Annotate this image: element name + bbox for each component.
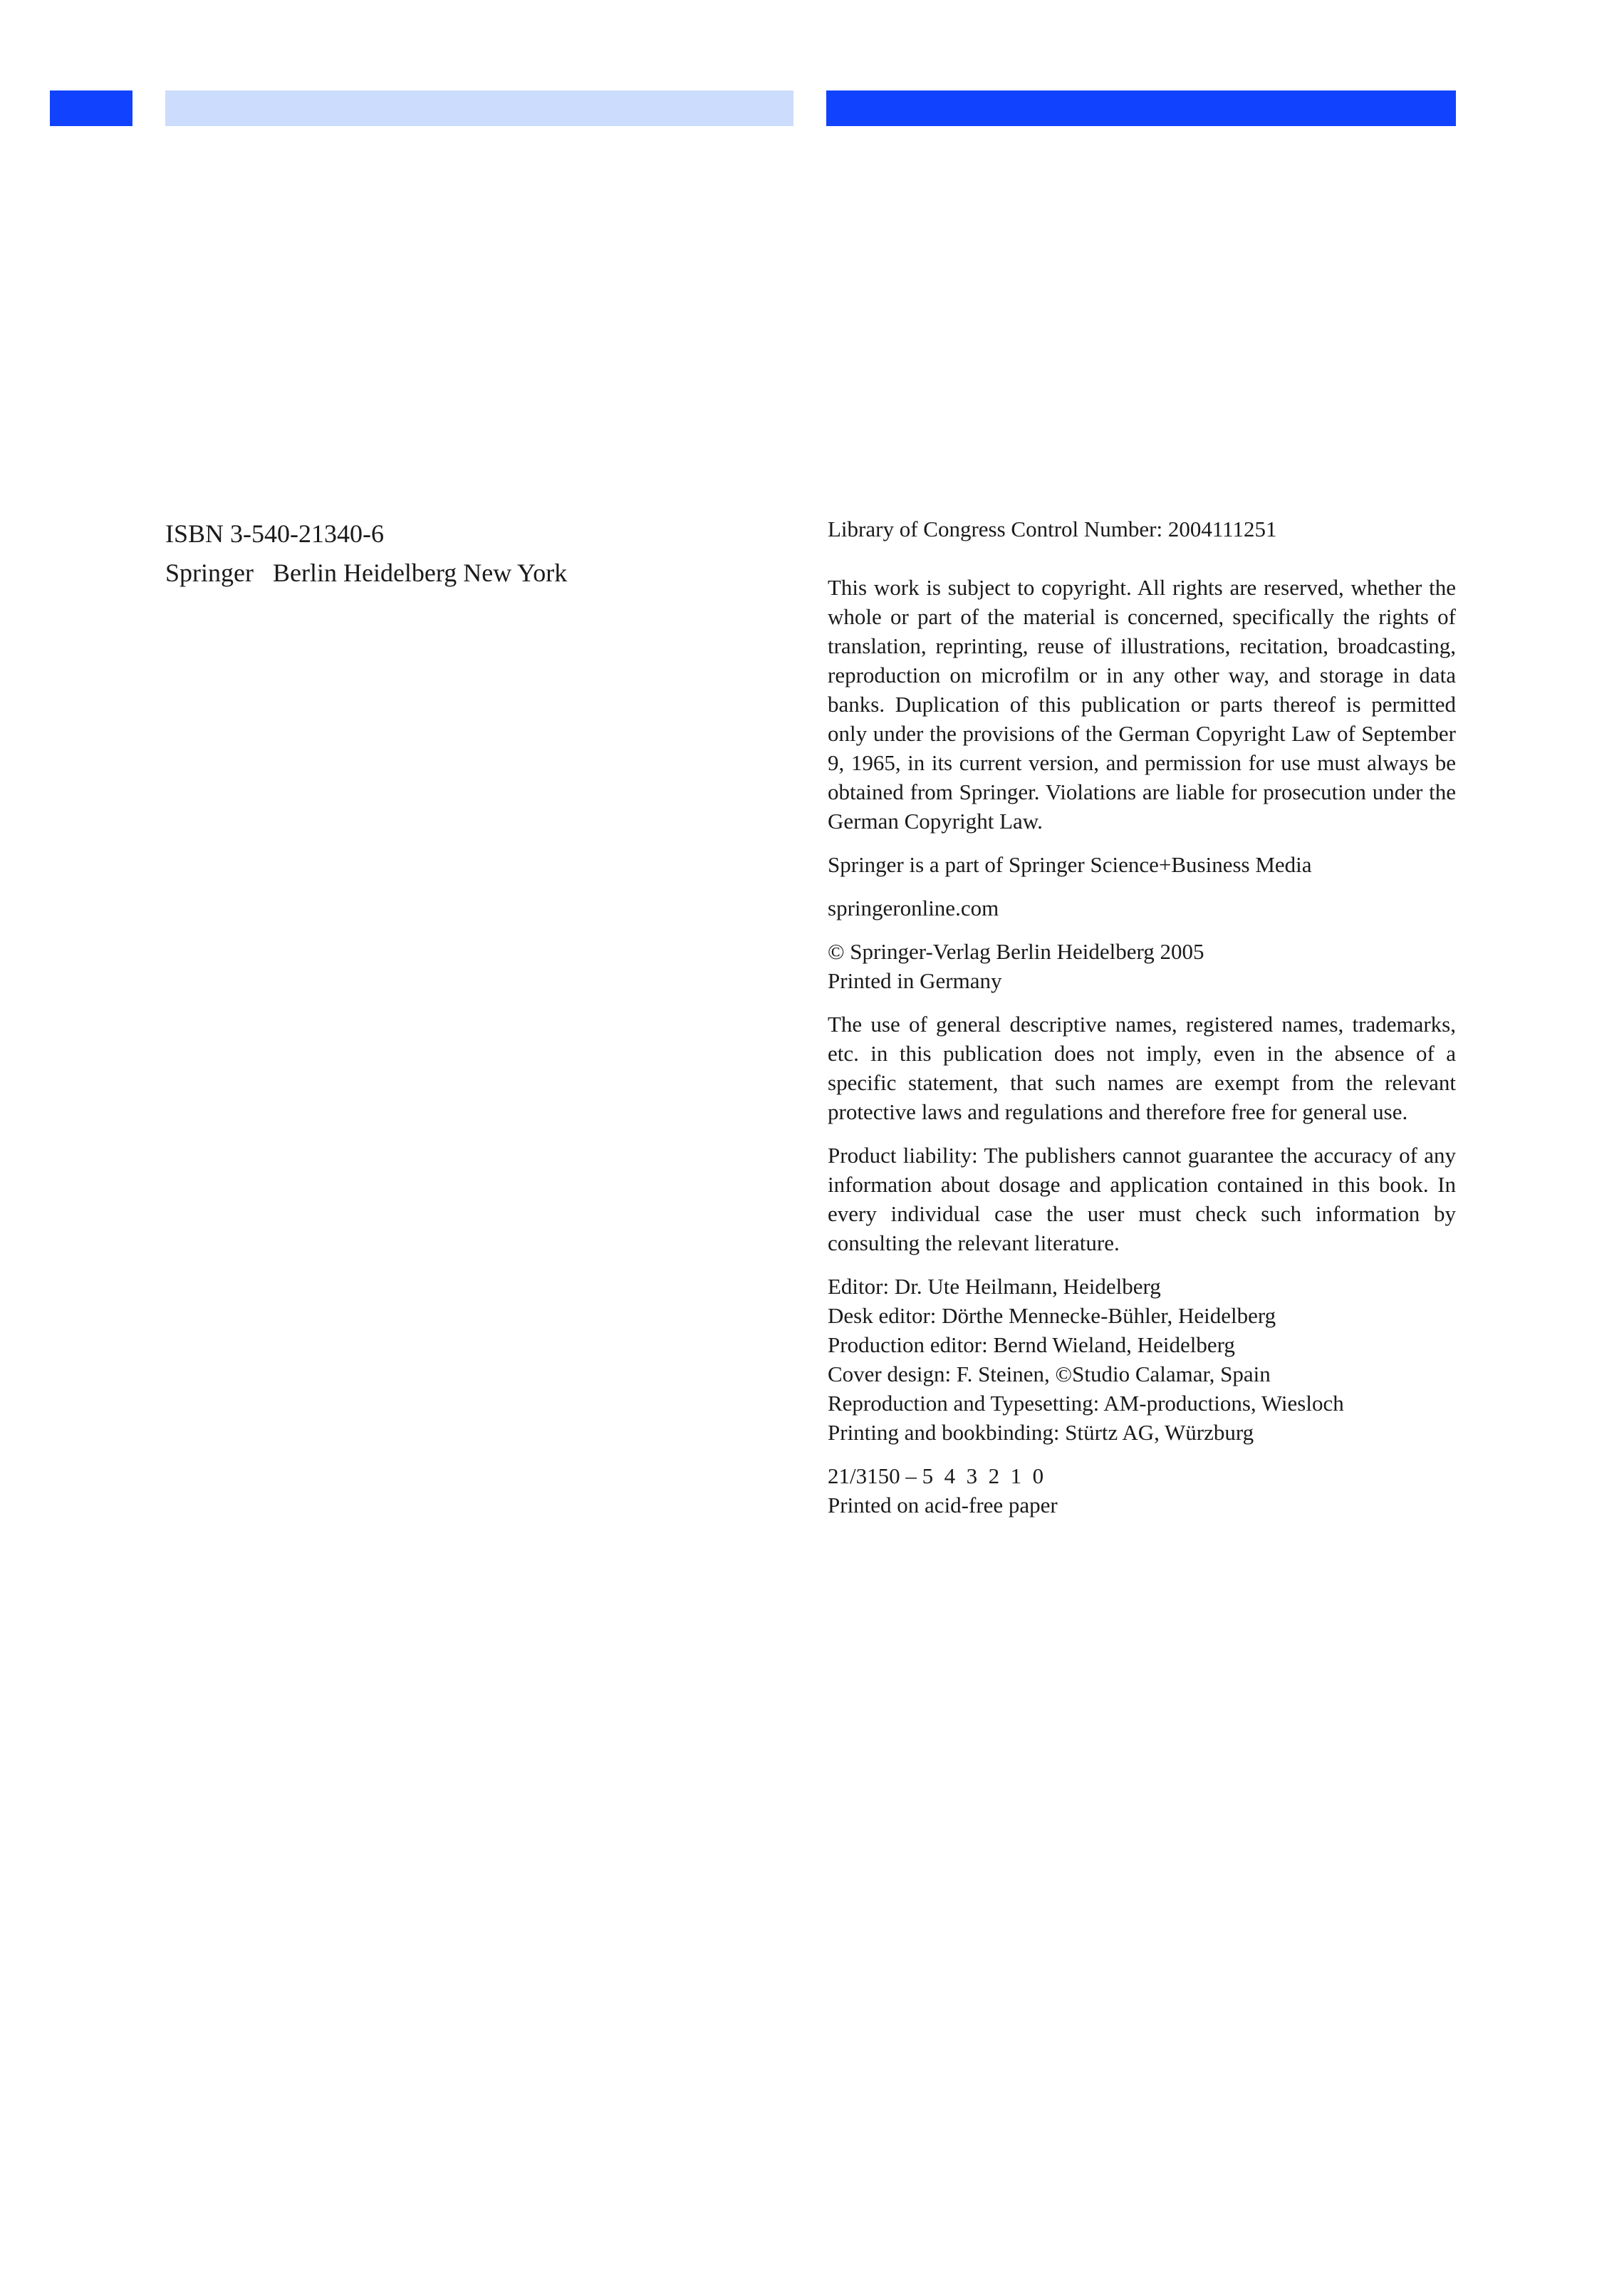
isbn-line: ISBN 3-540-21340-6 [165, 519, 384, 548]
acid-free-line: Printed on acid-free paper [828, 1493, 1058, 1518]
print-info-block [828, 1461, 1456, 1520]
print-code-line: 21/3150 – 5 4 3 2 1 0 [828, 1463, 1044, 1488]
credit-desk-editor: Desk editor: Dörthe Mennecke-Bühler, Heidelberg [828, 1303, 1276, 1328]
liability-notice: Product liability: The publishers cannot guarantee the accuracy of any information about dosage and application contained in this book. In every individual case the user must check such information by consulting the relevant literature. [828, 1143, 1456, 1255]
credit-editor: Editor: Dr. Ute Heilmann, Heidelberg [828, 1274, 1161, 1299]
publisher-line: Springer Berlin Heidelberg New York [165, 559, 568, 587]
springer-part-line: Springer is a part of Springer Science+Business Media [828, 852, 1312, 877]
website-line: springeronline.com [828, 896, 999, 920]
isbn-block [165, 514, 735, 593]
credit-typesetting: Reproduction and Typesetting: AM-productions, Wiesloch [828, 1391, 1344, 1416]
header-accent-light-bar [165, 90, 793, 126]
lccn-line: Library of Congress Control Number: 2004111251 [828, 517, 1277, 541]
names-notice: The use of general descriptive names, registered names, trademarks, etc. in this publication does not imply, even in the absence of a specific statement, that such names are exempt from the relevant protective laws and regulations and therefore free for general use. [828, 1012, 1456, 1124]
imprint-block [828, 514, 1456, 1534]
header-accent-dark-bar [826, 90, 1456, 126]
copyright-printed-block [828, 937, 1456, 995]
credit-cover-design: Cover design: F. Steinen, ©Studio Calamar, Spain [828, 1361, 1271, 1386]
credit-production-editor: Production editor: Bernd Wieland, Heidelberg [828, 1332, 1235, 1357]
printed-in-line: Printed in Germany [828, 968, 1002, 993]
header-accent-small-bar [50, 90, 132, 126]
credits-block [828, 1272, 1456, 1447]
copyright-notice: This work is subject to copyright. All rights are reserved, whether the whole or part of the material is concerned, specifically the rights of translation, reprinting, reuse of illustrations, recitation, broadcasting, reproduction on microfilm or in any other way, and storage in data banks. Duplication of this publication or parts thereof is permitted only under the provisions of the German Copyright Law of September 9, 1965, in its current version, and permission for use must always be obtained from Springer. Violations are liable for prosecution under the German Copyright Law. [828, 575, 1456, 834]
credit-printing: Printing and bookbinding: Stürtz AG, Würzburg [828, 1420, 1254, 1445]
copyright-line: © Springer-Verlag Berlin Heidelberg 2005 [828, 939, 1204, 964]
